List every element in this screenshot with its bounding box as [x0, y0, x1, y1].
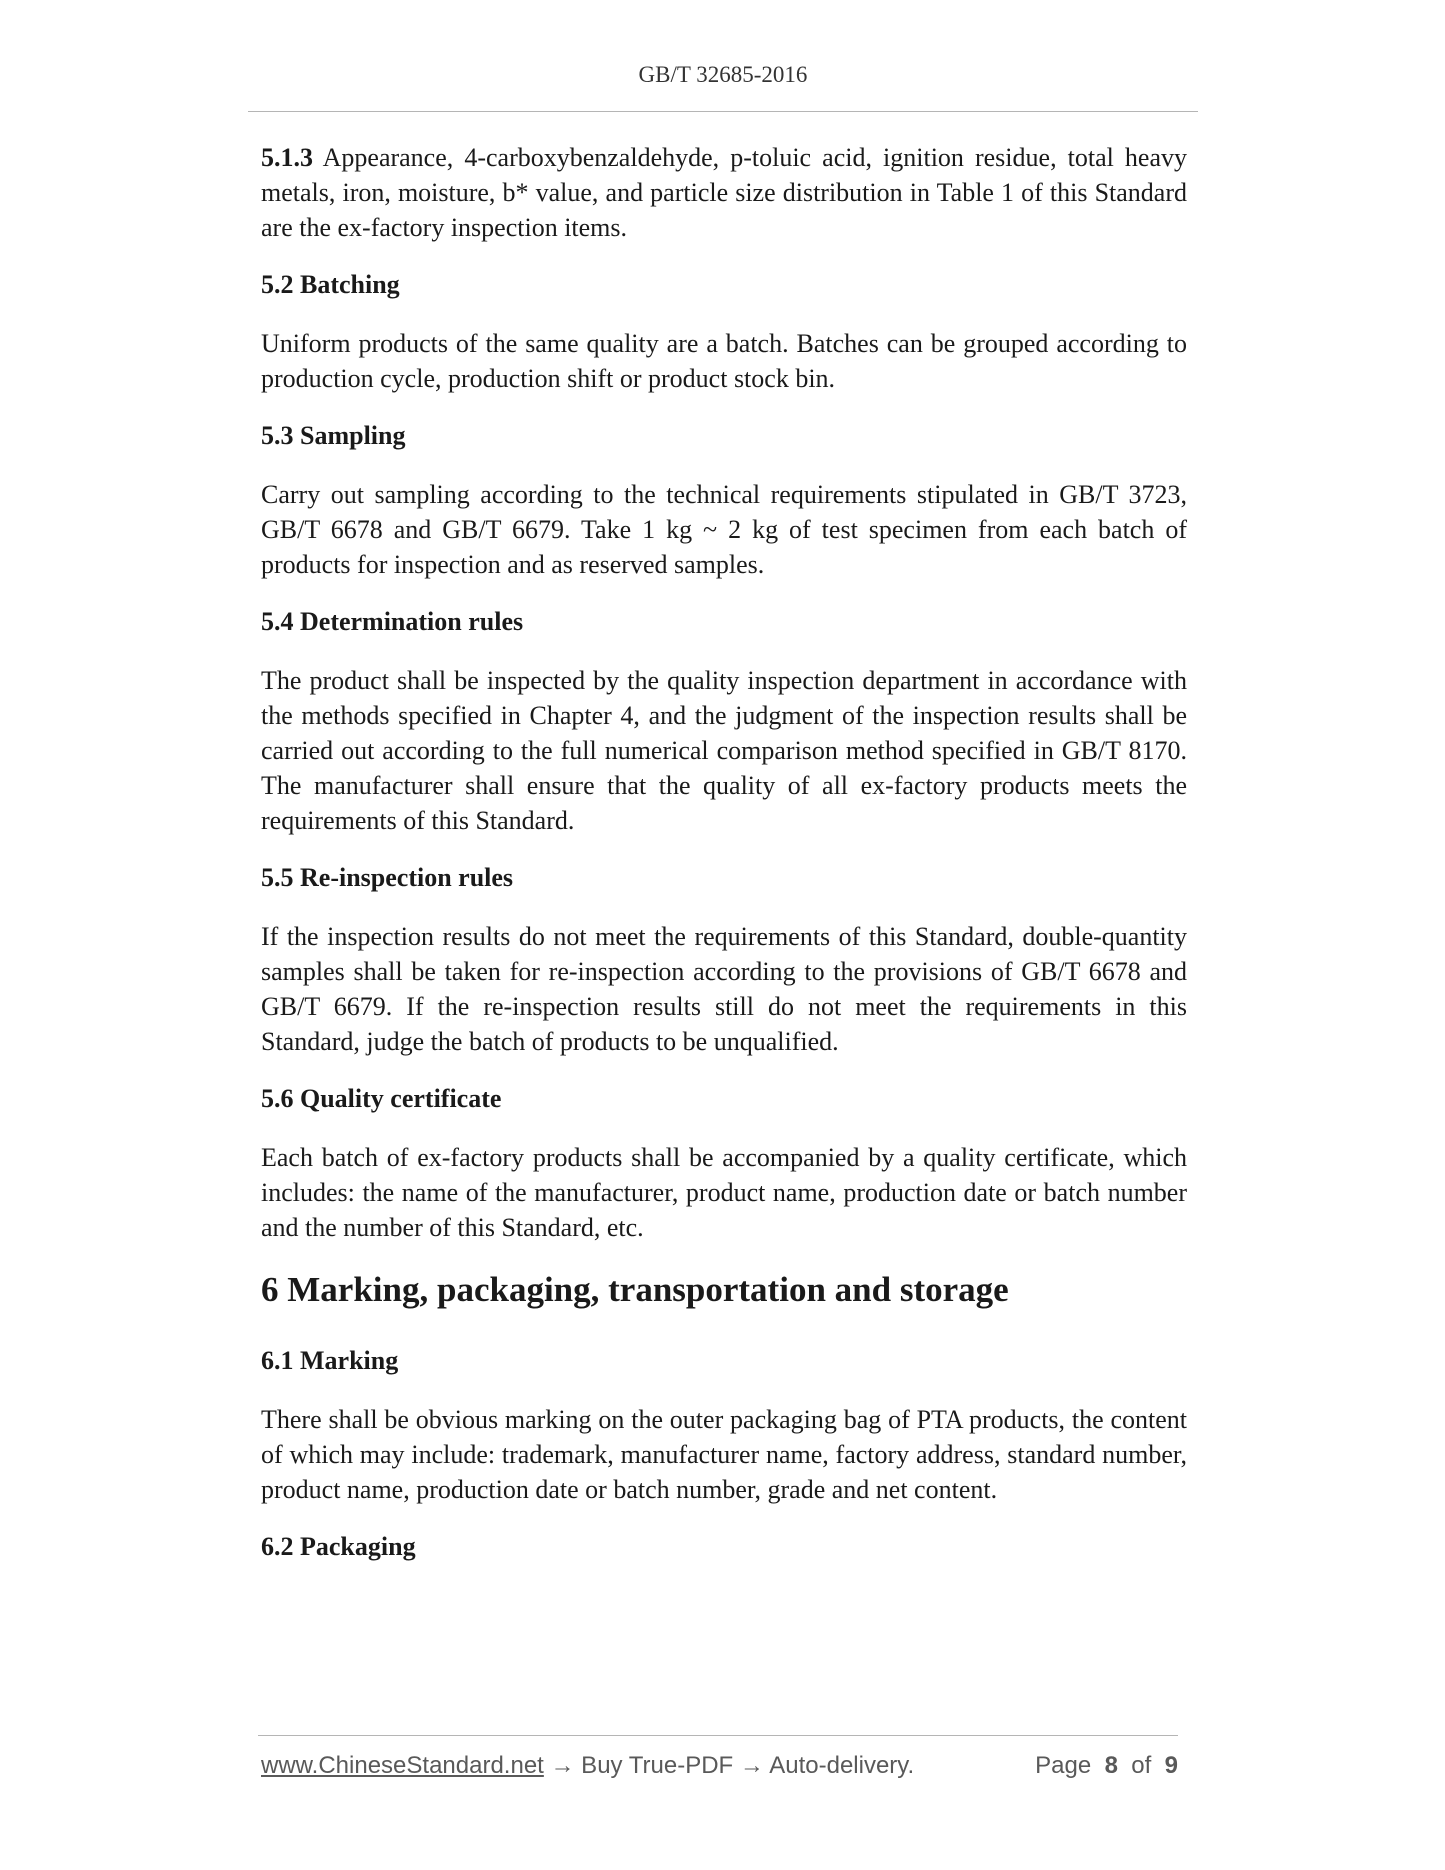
- page-current: 8: [1104, 1752, 1118, 1779]
- page-of-label: of: [1131, 1752, 1152, 1779]
- clause-number: 5.1.3: [261, 143, 313, 172]
- page-label: Page: [1035, 1752, 1092, 1779]
- heading-5-4-determination-rules: 5.4 Determination rules: [261, 607, 524, 636]
- heading-5-5-re-inspection-rules: 5.5 Re-inspection rules: [261, 863, 514, 892]
- heading-5-6-quality-certificate: 5.6 Quality certificate: [261, 1084, 502, 1113]
- paragraph-5-4: The product shall be inspected by the quality inspection department in accordance with the methods specified in Chapter 4, and the judgment of the inspection results shall be carried out according to the full numerical comparison method specified in GB/T 8170. The manufacturer shall ensure that the quality of all ex-factory products meets the requirements of this Standard.: [261, 666, 1187, 835]
- document-body: [261, 140, 1187, 1588]
- paragraph-5-2: Uniform products of the same quality are a batch. Batches can be grouped according to production cycle, production shift or product stock bin.: [261, 329, 1187, 393]
- heading-6-2-packaging: 6.2 Packaging: [261, 1532, 416, 1561]
- header-divider: [248, 111, 1198, 112]
- paragraph-5-3: Carry out sampling according to the technical requirements stipulated in GB/T 3723, GB/T 6678 and GB/T 6679. Take 1 kg ~ 2 kg of test specimen from each batch of products for inspection and as reserved samples.: [261, 480, 1187, 579]
- chinesestandard-link[interactable]: www.ChineseStandard.net: [261, 1752, 544, 1779]
- footer-promo: [261, 1752, 914, 1780]
- heading-6-1-marking: 6.1 Marking: [261, 1346, 399, 1375]
- paragraph-5-6: Each batch of ex-factory products shall be accompanied by a quality certificate, which includes: the name of the manufacturer, product name, production date or batch number and the number of this Standard, etc.: [261, 1143, 1187, 1242]
- clause-5-1-3: [261, 140, 1187, 245]
- heading-5-3-sampling: 5.3 Sampling: [261, 421, 406, 450]
- paragraph-6-1: There shall be obvious marking on the outer packaging bag of PTA products, the content of which may include: trademark, manufacturer name, factory address, standard number, product name, production date or batch number, grade and net content.: [261, 1405, 1187, 1504]
- clause-text: Appearance, 4-carboxybenzaldehyde, p-toluic acid, ignition residue, total heavy metals, iron, moisture, b* value, and particle size distribution in Table 1 of this Standard are the ex-factory inspection items.: [261, 143, 1187, 242]
- heading-5-2-batching: 5.2 Batching: [261, 270, 400, 299]
- footer-promo-text: → Buy True-PDF → Auto-delivery.: [543, 1752, 915, 1779]
- page-header-standard-code: GB/T 32685-2016: [638, 62, 808, 87]
- chapter-6-heading: 6 Marking, packaging, transportation and storage: [261, 1270, 1009, 1309]
- page-number: [1035, 1752, 1178, 1780]
- paragraph-5-5: If the inspection results do not meet the requirements of this Standard, double-quantity samples shall be taken for re-inspection according to the provisions of GB/T 6678 and GB/T 6679. If the re-inspection results still do not meet the requirements in this Standard, judge the batch of products to be unqualified.: [261, 922, 1187, 1056]
- page-total: 9: [1164, 1752, 1178, 1779]
- footer-divider: [258, 1735, 1178, 1736]
